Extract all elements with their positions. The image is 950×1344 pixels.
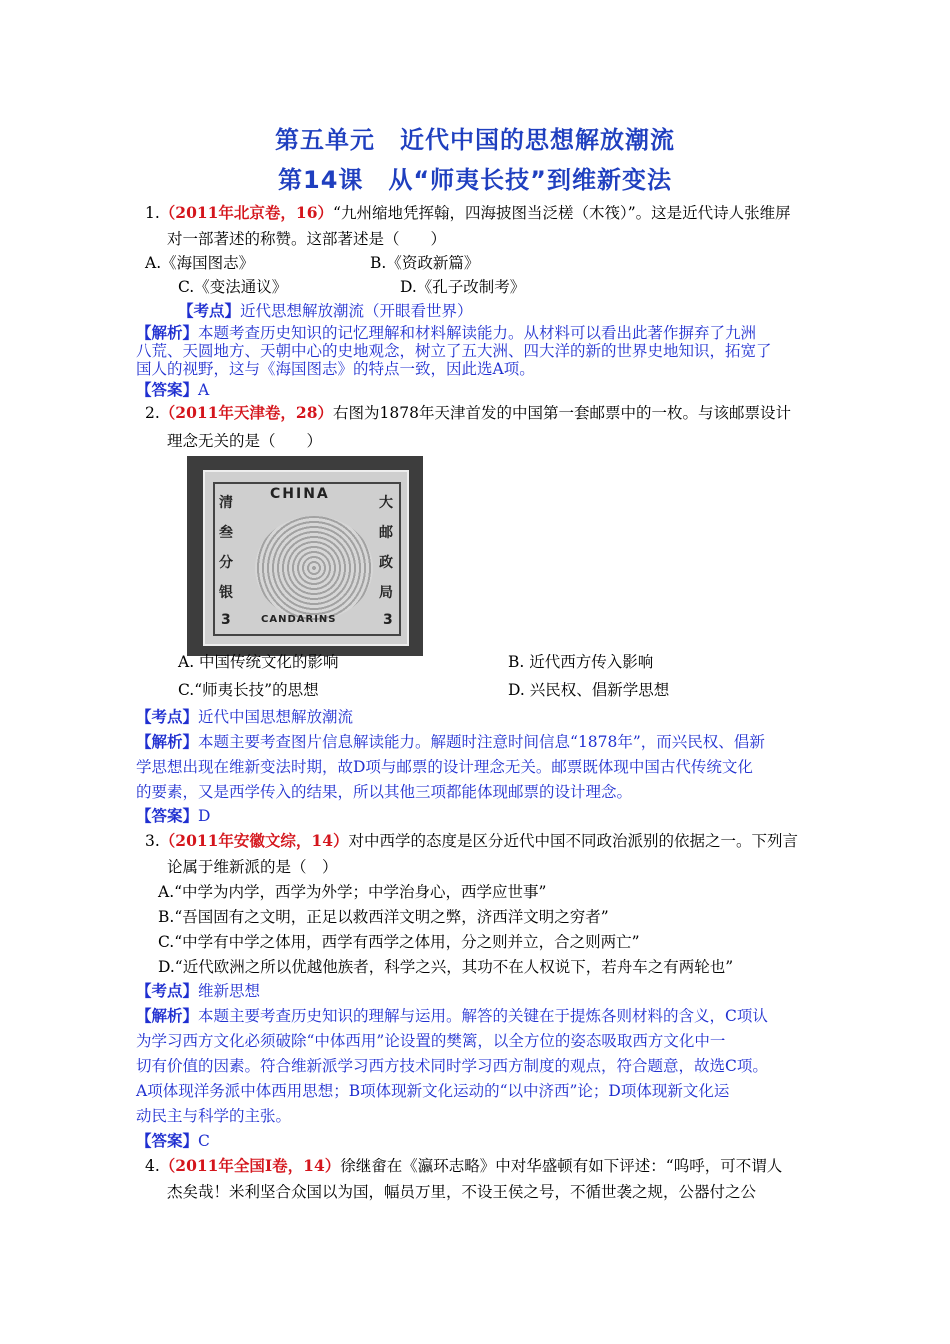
stamp-value-right: 3 [383, 612, 393, 628]
q2-jiexi-line3: 的要素，又是西学传入的结果，所以其他三项都能体现邮票的设计理念。 [136, 783, 633, 801]
stamp-paper [203, 470, 409, 646]
q4-source: （2011年全国I卷，14） [159, 1156, 341, 1175]
stamp-frame [213, 482, 401, 636]
stamp-image [187, 456, 423, 656]
q2-answer-value: D [198, 807, 211, 825]
q2-jiexi1: 本题主要考查图片信息解读能力。解题时注意时间信息“1878年”，而兴民权、倡新 [198, 733, 765, 751]
q3-jiexi1: 本题主要考查历史知识的理解与运用。解答的关键在于提炼各则材料的含义，C项认 [198, 1007, 768, 1025]
q1-option-b: B.《资政新篇》 [370, 254, 480, 272]
q2-kaodian [136, 706, 353, 728]
q3-answer [136, 1130, 210, 1152]
q2-kaodian-label: 【考点】 [136, 707, 199, 726]
lesson-title: 第14课 从“师夷长技”到维新变法 [278, 166, 672, 194]
q1-jiexi-label: 【解析】 [136, 323, 199, 342]
q3-jiexi-line4: A项体现洋务派中体西用思想；B项体现新文化运动的“以中济西”论；D项体现新文化运 [136, 1082, 730, 1100]
stamp-bottom-label: CANDARINS [261, 614, 337, 625]
q1-kaodian [178, 300, 473, 322]
q3-kaodian [136, 980, 260, 1002]
q3-option-d: D.“近代欧洲之所以优越他族者，科学之兴，其功不在人权说下，若舟车之有两轮也” [158, 958, 734, 976]
q2-stem-line1 [145, 402, 791, 424]
q2-number: 2. [145, 404, 160, 422]
q1-source: （2011年北京卷，16） [159, 203, 334, 222]
q1-kaodian-text: 近代思想解放潮流（开眼看世界） [240, 302, 473, 320]
q4-stem-line2: 杰矣哉！米利坚合众国以为国，幅员万里，不设王侯之号，不循世袭之规，公器付之公 [167, 1183, 757, 1201]
q1-stem-line1 [145, 202, 791, 224]
q2-option-d: D. 兴民权、倡新学思想 [508, 681, 670, 699]
q3-stem1: 对中西学的态度是区分近代中国不同政治派别的依据之一。下列言 [348, 832, 799, 850]
q2-option-c: C.“师夷长技”的思想 [178, 681, 319, 699]
dragon-figure [255, 516, 373, 620]
unit-title: 第五单元 近代中国的思想解放潮流 [275, 126, 675, 154]
q3-number: 3. [145, 832, 160, 850]
q1-option-a: A.《海国图志》 [145, 254, 255, 272]
q3-jiexi-line2: 为学习西方文化必须破除“中体西用”论设置的樊篱，以全方位的姿态吸取西方文化中一 [136, 1032, 726, 1050]
q2-option-b: B. 近代西方传入影响 [508, 653, 654, 671]
q3-answer-value: C [198, 1132, 210, 1150]
q2-jiexi-line1 [136, 731, 765, 753]
q3-jiexi-line5: 动民主与科学的主张。 [136, 1107, 292, 1125]
stamp-right-chars: 大 邮 政 局 [379, 495, 393, 601]
q1-jiexi-line3: 国人的视野，这与《海国图志》的特点一致，因此选A项。 [136, 360, 535, 378]
q2-source: （2011年天津卷，28） [159, 403, 334, 422]
q1-number: 1. [145, 204, 160, 222]
q2-option-a: A. 中国传统文化的影响 [178, 653, 339, 671]
q2-stem1: 右图为1878年天津首发的中国第一套邮票中的一枚。与该邮票设计 [333, 404, 791, 422]
stamp-left-chars: 清 叁 分 银 [219, 495, 233, 601]
q3-jiexi-label: 【解析】 [136, 1006, 199, 1025]
q3-stem-line1 [145, 830, 798, 852]
stamp-value-left: 3 [221, 612, 231, 628]
q2-jiexi-label: 【解析】 [136, 732, 199, 751]
q4-number: 4. [145, 1157, 160, 1175]
q1-stem1: “九州缩地凭挥翰，四海披图当泛槎（木筏）”。这是近代诗人张维屏 [333, 204, 791, 222]
q3-answer-label: 【答案】 [136, 1131, 199, 1150]
q1-answer-label: 【答案】 [136, 380, 199, 399]
q2-answer [136, 805, 210, 827]
q2-kaodian-text: 近代中国思想解放潮流 [198, 708, 354, 726]
q3-jiexi-line3: 切有价值的因素。符合维新派学习西方技术同时学习西方制度的观点，符合题意，故选C项。 [136, 1057, 768, 1075]
q1-option-c: C.《变法通议》 [178, 278, 288, 296]
q4-stem1: 徐继畲在《瀛环志略》中对华盛顿有如下评述：“呜呼，可不谓人 [340, 1157, 783, 1175]
q1-jiexi-line2: 八荒、天圆地方、天朝中心的史地观念，树立了五大洲、四大洋的新的世界史地知识，拓宽了 [136, 342, 772, 360]
q2-stem-line2: 理念无关的是（ ） [167, 432, 323, 450]
q2-answer-label: 【答案】 [136, 806, 199, 825]
q2-jiexi-line2: 学思想出现在维新变法时期，故D项与邮票的设计理念无关。邮票既体现中国古代传统文化 [136, 758, 753, 776]
q1-stem-line2: 对一部著述的称赞。这部著述是（ ） [167, 230, 447, 248]
q4-stem-line1 [145, 1155, 782, 1177]
q3-kaodian-text: 维新思想 [198, 982, 261, 1000]
q3-option-b: B.“吾国固有之文明，正足以救西洋文明之弊，济西洋文明之穷者” [158, 908, 609, 926]
q1-option-d: D.《孔子改制考》 [400, 278, 526, 296]
q3-kaodian-label: 【考点】 [136, 981, 199, 1000]
q1-answer [136, 379, 209, 401]
q3-option-c: C.“中学有中学之体用，西学有西学之体用，分之则并立，合之则两亡” [158, 933, 640, 951]
q1-kaodian-label: 【考点】 [178, 301, 241, 320]
q1-jiexi1: 本题考查历史知识的记忆理解和材料解读能力。从材料可以看出此著作摒弃了九洲 [198, 324, 757, 342]
q3-source: （2011年安徽文综，14） [159, 831, 349, 850]
q3-stem-line2: 论属于维新派的是（ ） [167, 858, 338, 876]
q3-jiexi-line1 [136, 1005, 768, 1027]
stamp-top-label: CHINA [270, 486, 330, 502]
q1-answer-value: A [198, 381, 210, 399]
q3-option-a: A.“中学为内学，西学为外学；中学治身心，西学应世事” [158, 883, 547, 901]
